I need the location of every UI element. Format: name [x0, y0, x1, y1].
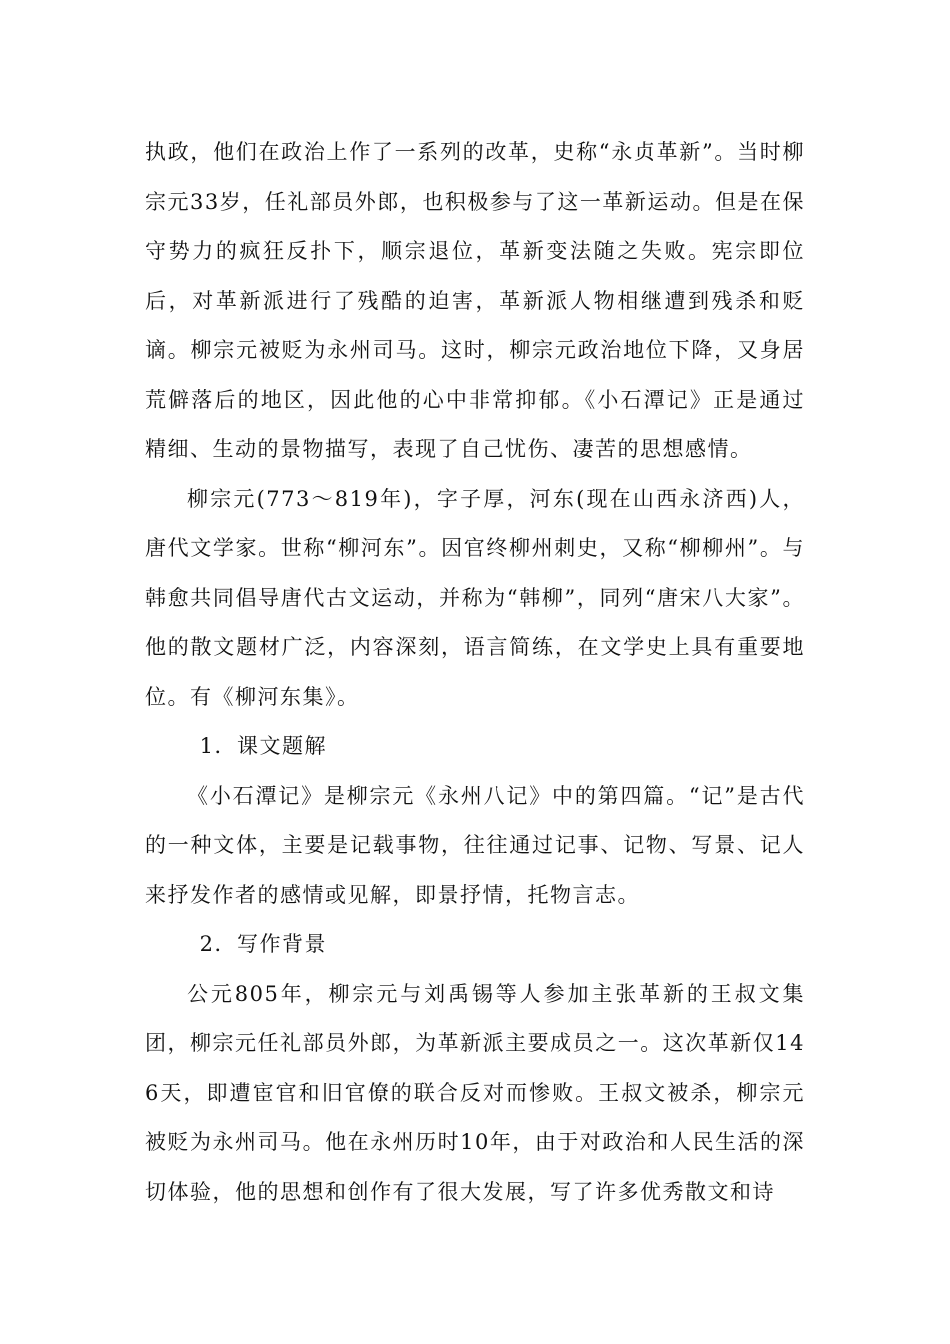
- paragraph-author-bio: 柳宗元(773～819年)，字子厚，河东(现在山西永济西)人，唐代文学家。世称“柳河东”。因官终柳州刺史，又称“柳柳州”。与韩愈共同倡导唐代古文运动，并称为“韩柳”，同列“唐宋八大家”。他的散文题材广泛，内容深刻，语言简练，在文学史上具有重要地位。有《柳河东集》。: [145, 486, 805, 709]
- section-heading-title-explanation: 1．课文题解: [199, 734, 327, 758]
- paragraph-writing-background: 公元805年，柳宗元与刘禹锡等人参加主张革新的王叔文集团，柳宗元任礼部员外郎，为革新派主要成员之一。这次革新仅146天，即遭宦官和旧官僚的联合反对而惨败。王叔文被杀，柳宗元被贬为永州司马。他在永州历时10年，由于对政治和人民生活的深切体验，他的思想和创作有了很大发展，写了许多优秀散文和诗: [145, 981, 805, 1204]
- document-body: [145, 128, 805, 1217]
- paragraph-title-explanation: 《小石潭记》是柳宗元《永州八记》中的第四篇。“记”是古代的一种文体，主要是记载事物，往往通过记事、记物、写景、记人来抒发作者的感情或见解，即景抒情，托物言志。: [145, 783, 805, 907]
- section-heading-writing-background: 2．写作背景: [199, 932, 327, 956]
- paragraph-yongzhen-reform: 执政，他们在政治上作了一系列的改革，史称“永贞革新”。当时柳宗元33岁，任礼部员外郎，也积极参与了这一革新运动。但是在保守势力的疯狂反扑下，顺宗退位，革新变法随之失败。宪宗即位后，对革新派进行了残酷的迫害，革新派人物相继遭到残杀和贬谪。柳宗元被贬为永州司马。这时，柳宗元政治地位下降，又身居荒僻落后的地区，因此他的心中非常抑郁。《小石潭记》正是通过精细、生动的景物描写，表现了自己忧伤、凄苦的思想感情。: [145, 140, 805, 461]
